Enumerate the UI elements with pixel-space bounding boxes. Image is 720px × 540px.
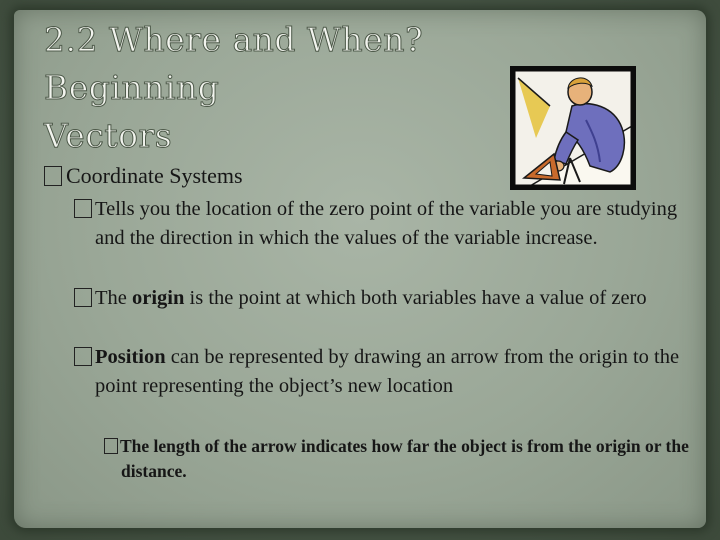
drafting-man-clipart — [510, 66, 636, 190]
bullet-box-icon — [74, 199, 92, 218]
sub-bullet-1 — [104, 434, 711, 484]
bullet-item-3-post: can be represented by drawing an arrow from the origin to the point representing the object’s new location — [95, 346, 680, 397]
bullet-coordinate-systems — [44, 162, 243, 190]
bullet-item-2 — [74, 284, 695, 313]
sub-bullet-1-text: The length of the arrow indicates how far the object is from the origin or the distance. — [120, 436, 689, 481]
bullet-box-icon — [74, 347, 92, 366]
bullet-item-3 — [74, 343, 695, 401]
bullet-item-2-bold: origin — [132, 287, 185, 309]
bullet-item-2-pre: The — [95, 287, 132, 309]
bullet-box-icon — [74, 288, 92, 307]
bullet-item-2-post: is the point at which both variables have a value of zero — [184, 287, 647, 309]
bullet-item-1 — [74, 195, 695, 253]
bullet-item-1-text: Tells you the location of the zero point of the variable you are studying and the direction in which the values of the variable increase. — [95, 198, 678, 249]
bullet-item-3-bold: Position — [95, 346, 166, 368]
bullet-box-icon — [44, 166, 62, 186]
man-with-drafting-tools-icon — [510, 66, 636, 190]
title-line-1: 2.2 Where and When? Beginning — [44, 20, 424, 107]
bullet-box-icon — [104, 438, 118, 454]
title-line-2: Vectors — [44, 116, 173, 155]
bullet-label: Coordinate Systems — [66, 163, 243, 188]
